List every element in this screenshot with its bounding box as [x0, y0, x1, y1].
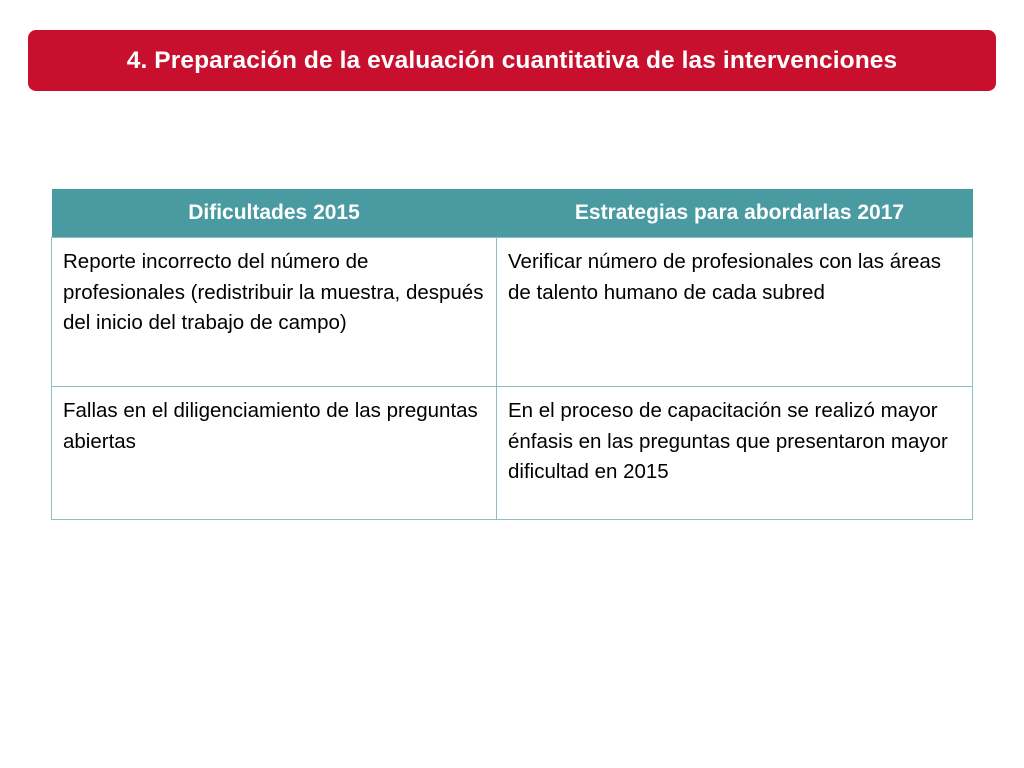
table-cell-dificultad: Fallas en el diligenciamiento de las preguntas abiertas — [52, 387, 497, 520]
table-cell-estrategia: En el proceso de capacitación se realizó mayor énfasis en las preguntas que presentaron mayor dificultad en 2015 — [497, 387, 973, 520]
table-header-row — [52, 189, 973, 238]
table-row — [52, 387, 973, 520]
table-cell-dificultad: Reporte incorrecto del número de profesionales (redistribuir la muestra, después del inicio del trabajo de campo) — [52, 238, 497, 387]
table-row — [52, 238, 973, 387]
title-banner — [28, 30, 996, 91]
comparison-table-container — [51, 189, 972, 520]
header-estrategias: Estrategias para abordarlas 2017 — [497, 189, 973, 238]
slide-title: 4. Preparación de la evaluación cuantitativa de las intervenciones — [126, 46, 898, 74]
table-cell-estrategia: Verificar número de profesionales con las áreas de talento humano de cada subred — [497, 238, 973, 387]
comparison-table — [51, 189, 973, 520]
header-dificultades: Dificultades 2015 — [52, 189, 497, 238]
